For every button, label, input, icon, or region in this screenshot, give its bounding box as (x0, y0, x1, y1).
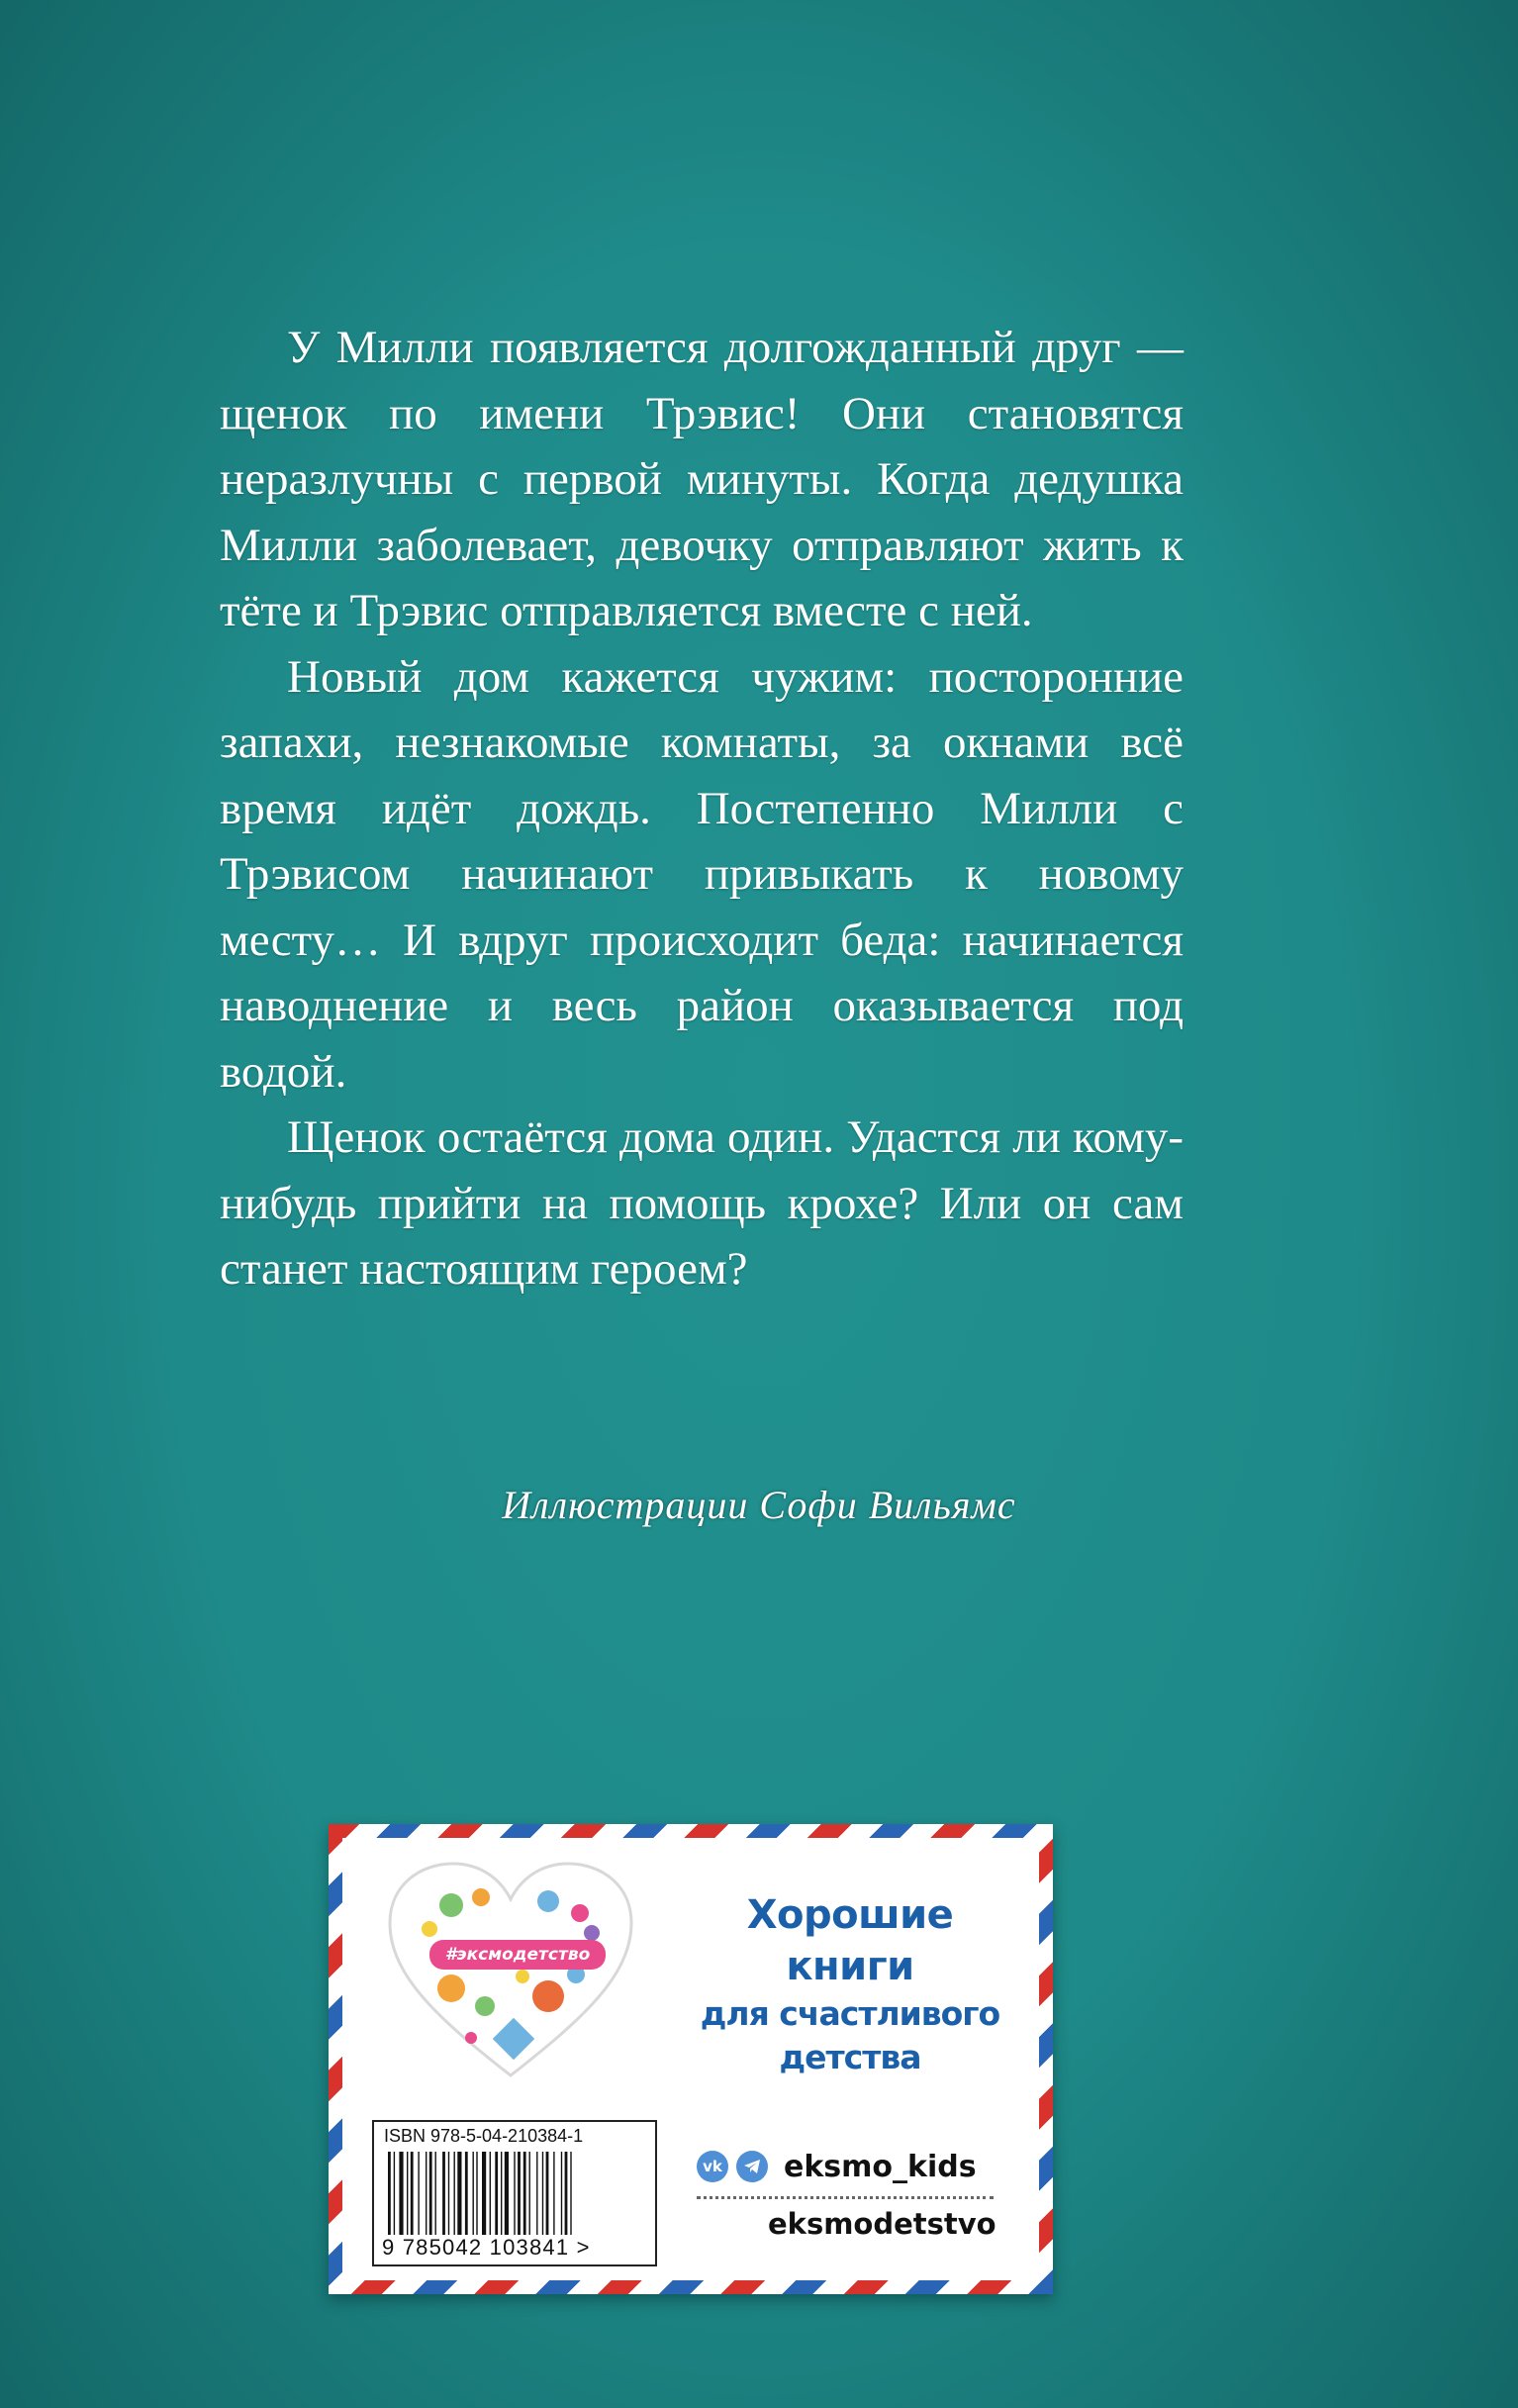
barcode-bar (448, 2152, 449, 2235)
slogan-line: Хорошие (746, 1892, 954, 1938)
social-handle-row[interactable] (697, 2143, 1023, 2190)
barcode-bar (399, 2152, 403, 2235)
barcode-bar (546, 2152, 549, 2235)
social-links (697, 2143, 1023, 2241)
slogan-line: детства (779, 2038, 921, 2076)
barcode-bar (529, 2152, 530, 2235)
barcode-bar (518, 2152, 521, 2235)
barcode-bar (388, 2152, 391, 2235)
barcode-bar (536, 2152, 537, 2235)
barcode-bar (490, 2152, 491, 2235)
barcode-bar (501, 2152, 502, 2235)
barcode-bar (523, 2152, 526, 2235)
hashtag-badge: #эксмодетство (429, 1940, 606, 1970)
social-site[interactable]: eksmodetstvo (768, 2207, 996, 2241)
barcode-bar (514, 2152, 515, 2235)
barcode-digits: 9 785042 103841 > (382, 2235, 591, 2260)
blurb-paragraph: Щенок остаётся дома один. Удастся ли кому-нибудь прийти на помощь крохе? Или он сам станет настоящим героем? (220, 1111, 1184, 1295)
barcode-bars (386, 2152, 645, 2235)
telegram-icon[interactable] (736, 2151, 768, 2182)
blurb-text (220, 315, 1184, 1302)
illustrator-credit: Иллюстрации Софи Вильямс (502, 1483, 1016, 1527)
barcode-bar (429, 2152, 432, 2235)
heart-logo (382, 1858, 639, 2085)
heart-illustration-icon (382, 1858, 639, 2085)
barcode-bar (465, 2152, 468, 2235)
barcode-bar (473, 2152, 474, 2235)
vk-icon[interactable]: vk (697, 2151, 728, 2182)
divider (697, 2196, 994, 2199)
barcode-bar (553, 2152, 554, 2235)
barcode-bar (457, 2152, 461, 2235)
isbn-barcode (372, 2120, 657, 2266)
barcode-bar (561, 2152, 562, 2235)
slogan-line: для счастливого (700, 1994, 1000, 2033)
barcode-bar (570, 2152, 571, 2235)
airmail-envelope-card (329, 1824, 1053, 2294)
slogan (677, 1889, 1023, 2079)
barcode-bar (454, 2152, 455, 2235)
isbn-number: ISBN 978-5-04-210384-1 (384, 2126, 584, 2146)
barcode-bar (442, 2152, 445, 2235)
barcode-bar (505, 2152, 509, 2235)
slogan-line: книги (786, 1944, 914, 1989)
barcode-bar (411, 2152, 414, 2235)
barcode-bar (407, 2152, 408, 2235)
barcode-bar (435, 2152, 436, 2235)
barcode-bar (476, 2152, 477, 2235)
barcode-bar (418, 2152, 419, 2235)
blurb-paragraph: У Милли появляется долгожданный друг — щенок по имени Трэвис! Они становятся неразлучны с первой минуты. Когда дедушка Милли заболевает, девочку отправляют жить к тёте и Трэвис отправляется вместе с ней. (220, 322, 1184, 636)
social-handle[interactable]: eksmo_kids (784, 2149, 977, 2184)
barcode-bar (565, 2152, 568, 2235)
card-content (342, 1838, 1039, 2280)
barcode-bar (482, 2152, 486, 2235)
blurb-paragraph: Новый дом кажется чужим: посторонние запахи, незнакомые комнаты, за окнами всё время идёт дождь. Постепенно Милли с Трэвисом начинают привыкать к новому месту… И вдруг происходит беда: начинается наводнение и весь район оказывается под водой. (220, 650, 1184, 1098)
barcode-bar (542, 2152, 543, 2235)
barcode-bar (426, 2152, 427, 2235)
barcode-bar (394, 2152, 395, 2235)
barcode-bar (495, 2152, 498, 2235)
